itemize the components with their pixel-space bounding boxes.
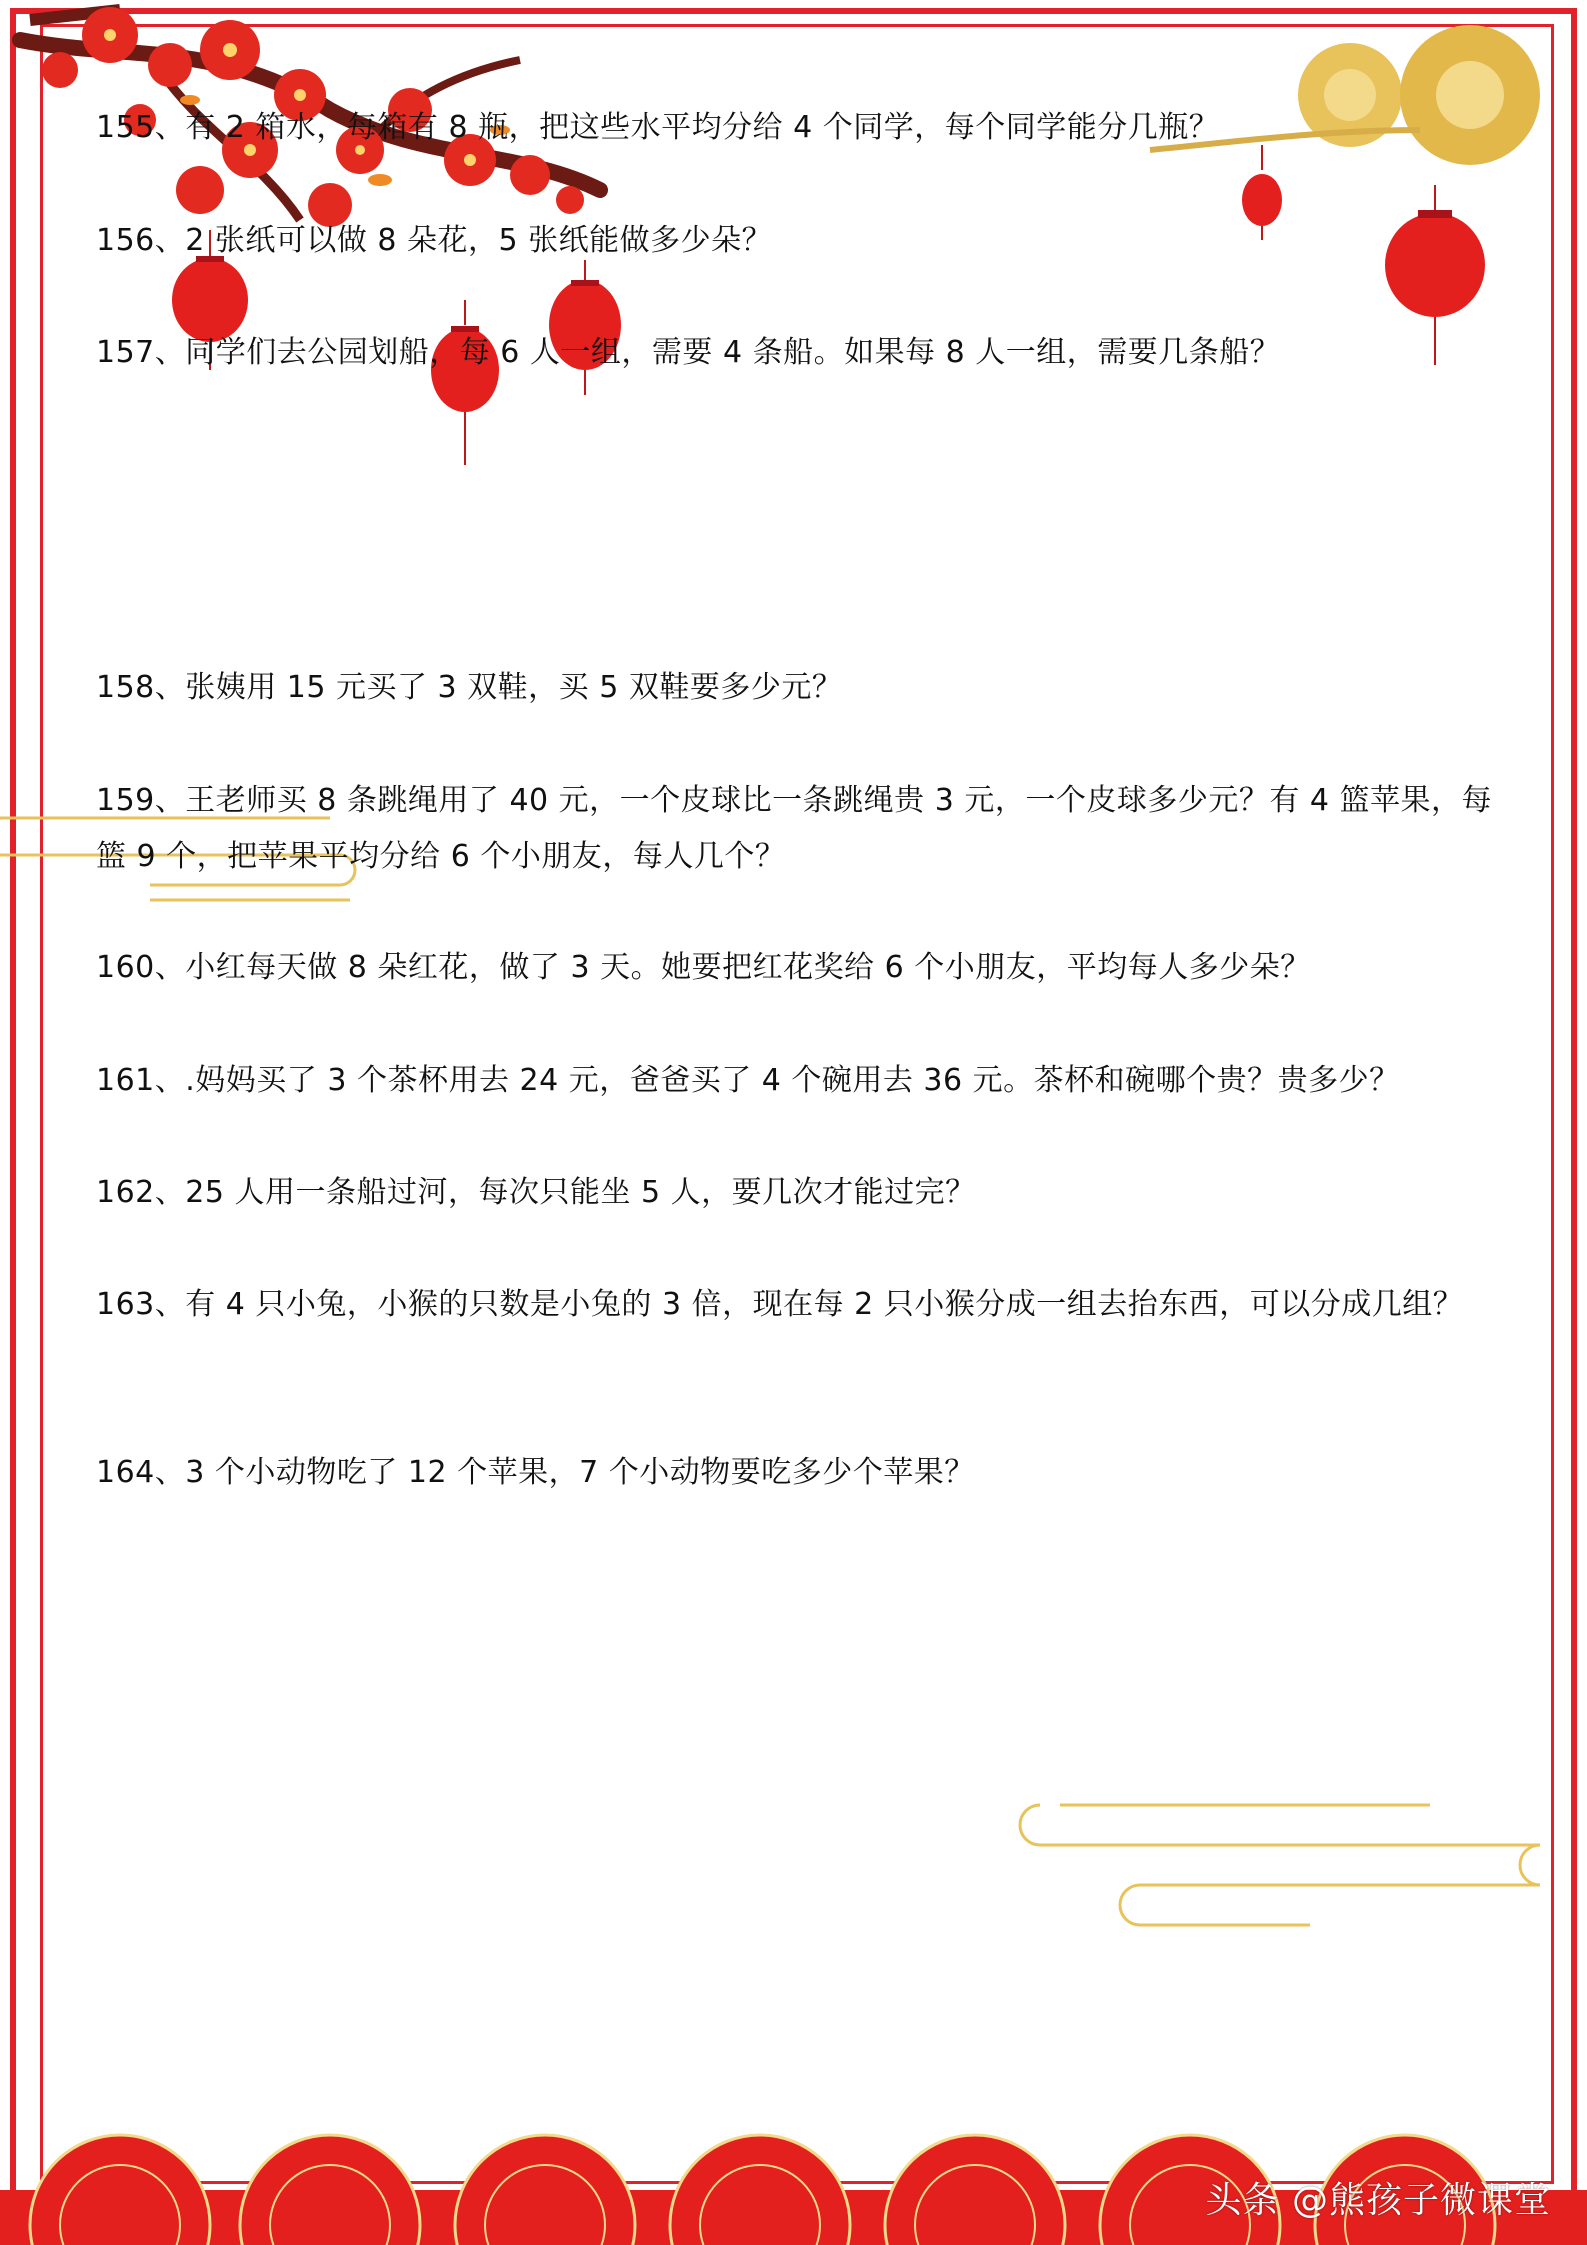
question-160: 160、小红每天做 8 朵红花，做了 3 天。她要把红花奖给 6 个小朋友，平均每人多少朵？ [96, 950, 1311, 985]
gold-ribbon-decoration [1020, 1805, 1540, 1925]
question-155: 155、有 2 箱水，每箱有 8 瓶，把这些水平均分给 4 个同学，每个同学能分几瓶？ [96, 110, 1220, 145]
question-164: 164、3 个小动物吃了 12 个苹果，7 个小动物要吃多少个苹果？ [96, 1455, 975, 1490]
question-162: 162、25 人用一条船过河，每次只能坐 5 人，要几次才能过完？ [96, 1175, 976, 1210]
question-157: 157、同学们去公园划船，每 6 人一组，需要 4 条船。如果每 8 人一组，需要几条船？ [96, 335, 1281, 370]
question-156: 156、2 张纸可以做 8 朵花，5 张纸能做多少朵？ [96, 223, 773, 258]
watermark: 头条 @熊孩子微课堂 [1205, 2180, 1551, 2221]
question-161: 161、.妈妈买了 3 个茶杯用去 24 元，爸爸买了 4 个碗用去 36 元。茶杯和碗哪个贵？贵多少？ [96, 1063, 1400, 1098]
question-163: 163、有 4 只小兔，小猴的只数是小兔的 3 倍，现在每 2 只小猴分成一组去抬东西，可以分成几组？ [96, 1287, 1464, 1322]
question-159: 159、王老师买 8 条跳绳用了 40 元，一个皮球比一条跳绳贵 3 元，一个皮球多少元？有 4 篮苹果，每篮 9 个，把苹果平均分给 6 个小朋友，每人几个？ [96, 783, 1492, 874]
question-158: 158、张姨用 15 元买了 3 双鞋，买 5 双鞋要多少元？ [96, 670, 843, 705]
